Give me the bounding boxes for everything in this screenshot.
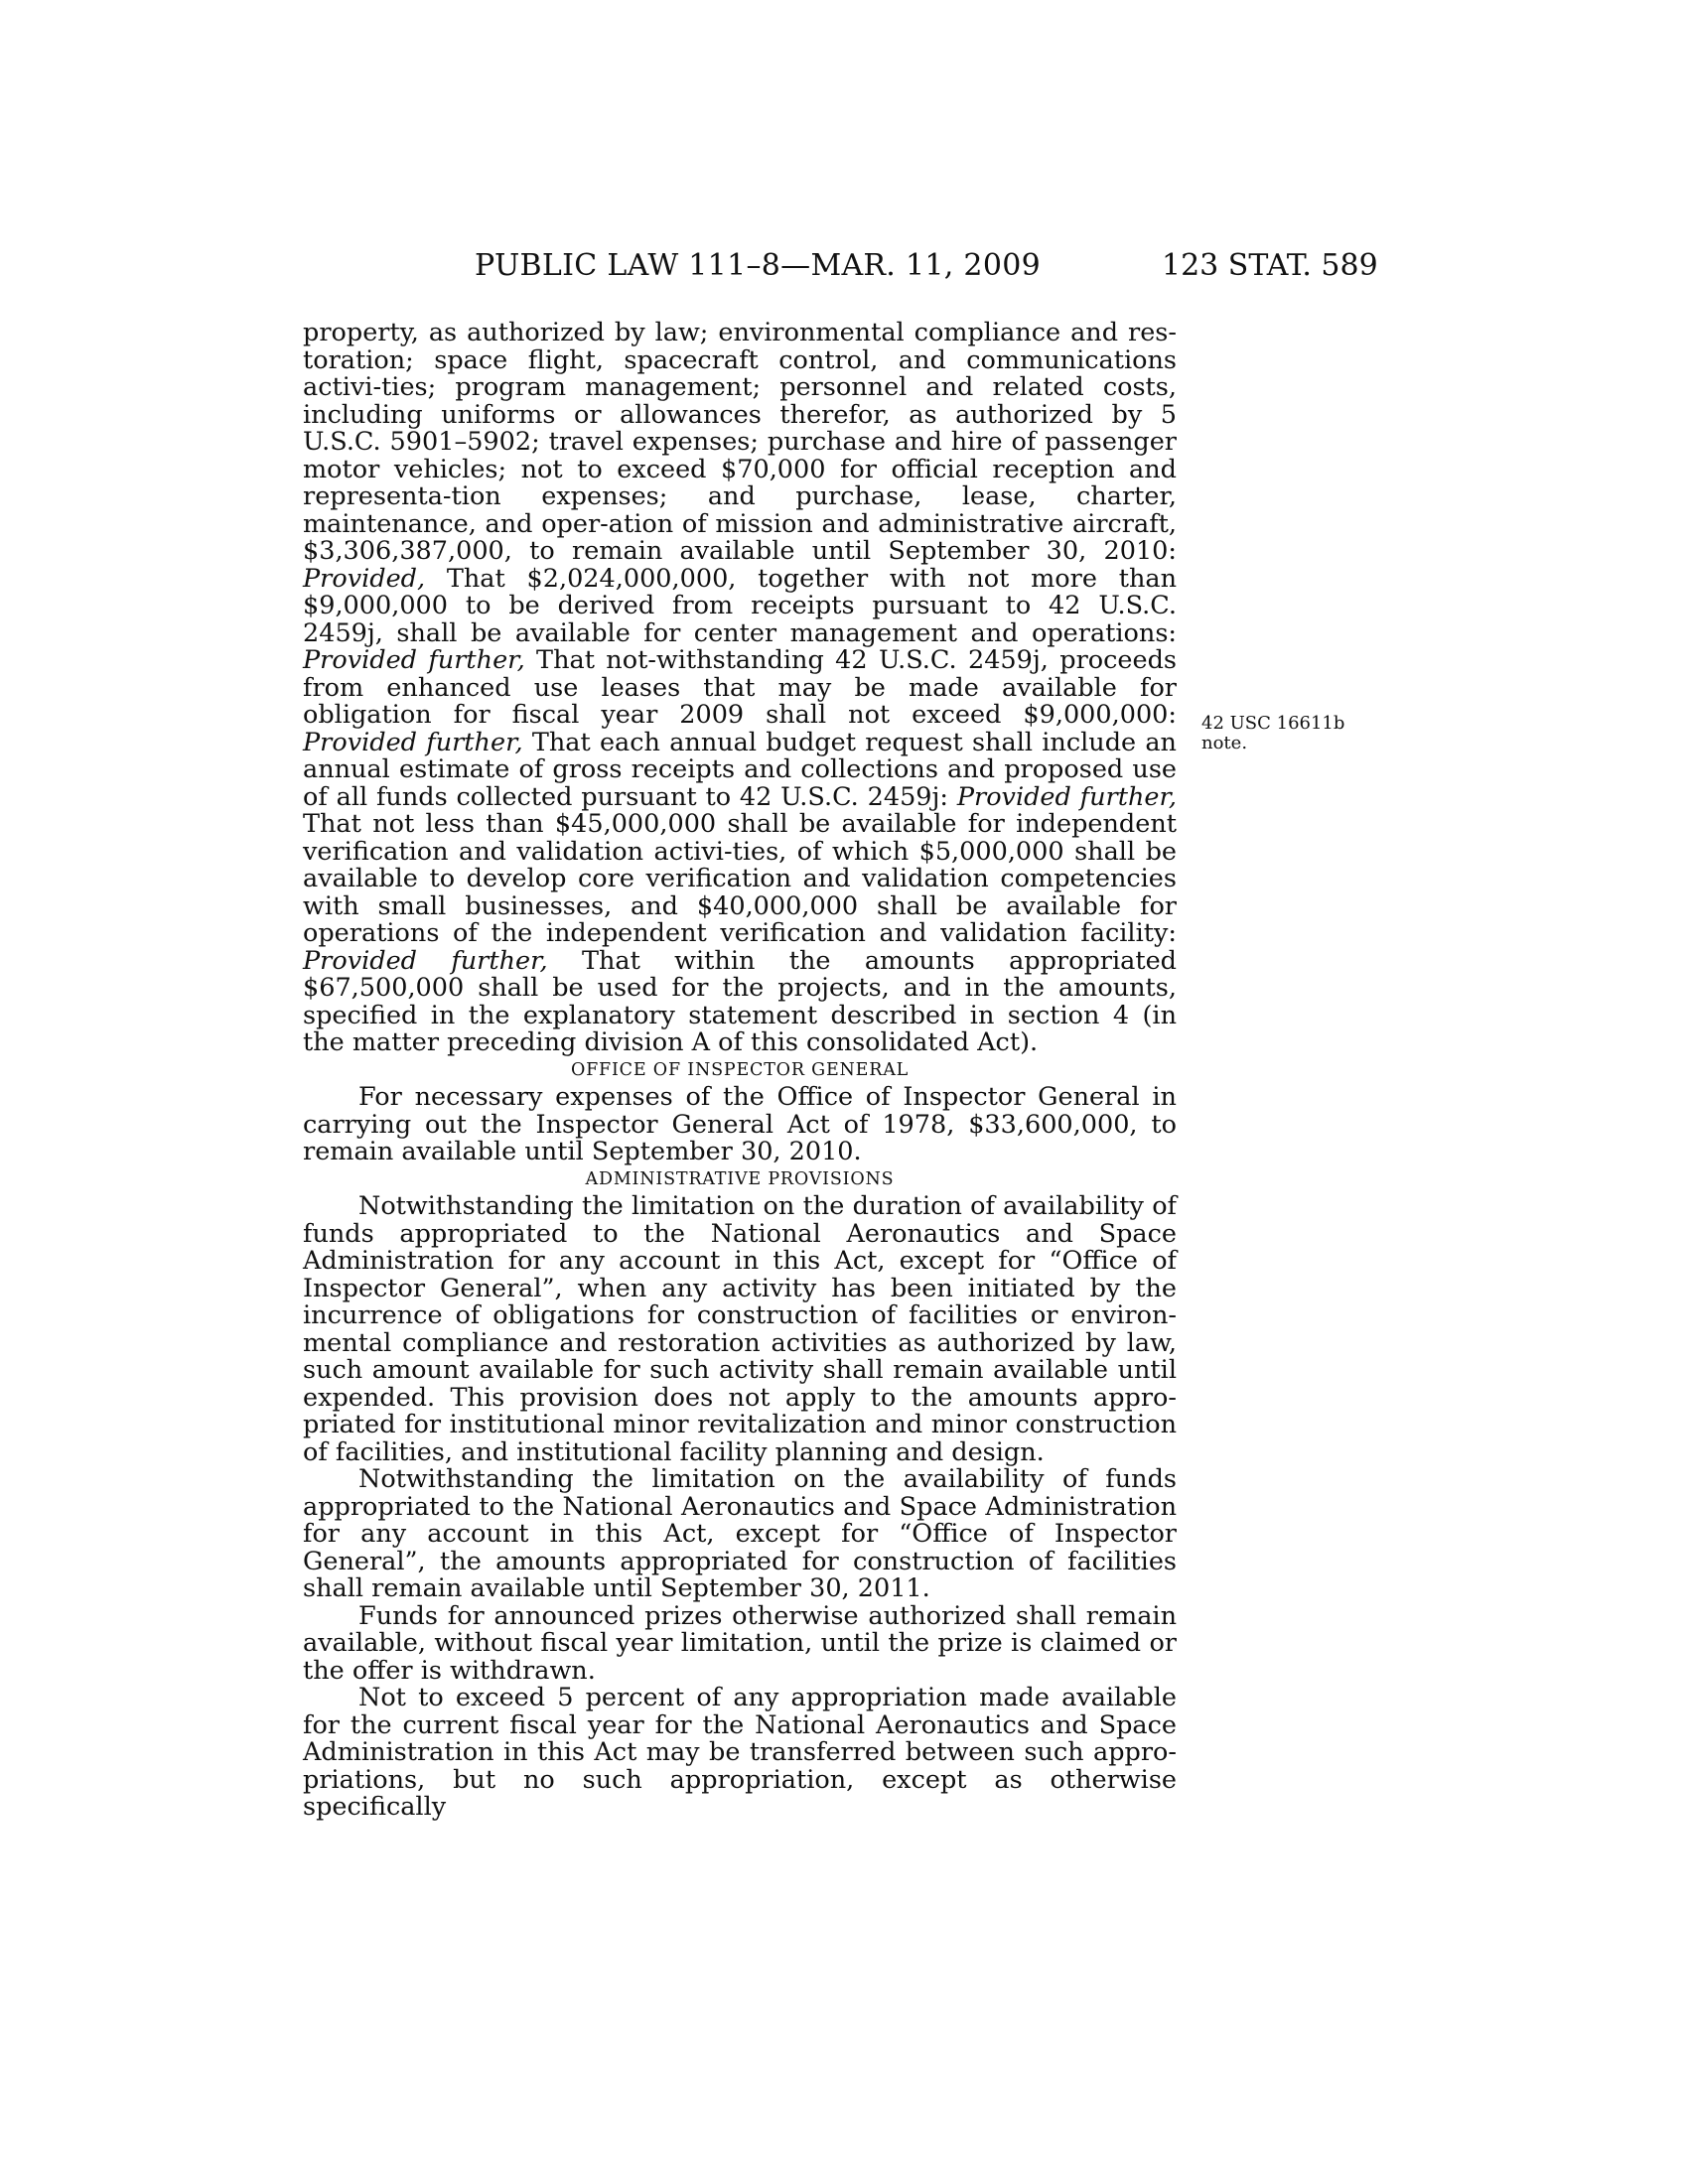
admin-paragraph-1: Notwithstanding the limitation on the duration of availability of funds appropriated to the National Aeronautics and Space Administration for any account in this Act, except for “Office of Inspector General”, when any activity has been initiated by the incurrence of obligations for construction of facilities or environ-mental compliance and restoration activities as authorized by law, such amount available for such activity shall remain available until expended. This provision does not apply to the amounts appro-priated for institutional minor revitalization and minor construction of facilities, and institutional facility planning and design. (303, 1191, 1177, 1467)
para1-text-a: property, as authorized by law; environmental compliance and res-toration; space flight, spacecraft control, and communications activi-ties; program management; personnel and related costs, including uniforms or allowances therefor, as authorized by 5 U.S.C. 5901–5902; travel expenses; purchase and hire of passenger motor vehicles; not to exceed $70,000 for official reception and representa-tion expenses; and purchase, lease, charter, maintenance, and oper-ation of mission and administrative aircraft, $3,306,387,000, to remain available until September 30, 2010: (303, 318, 1177, 566)
running-head-title: PUBLIC LAW 111–8—MAR. 11, 2009 (475, 248, 1041, 283)
para1-text-b: That $2,024,000,000, together with not more than $9,000,000 to be derived from receipts pursuant to 42 U.S.C. 2459j, shall be available for center management and operations: (303, 563, 1177, 648)
page-stat-number: 123 STAT. 589 (1162, 248, 1378, 283)
para1-text-c: That not-withstanding 42 U.S.C. 2459j, proceeds from enhanced use leases that may be made available for obligation for fiscal year 2009 shall not exceed $9,000,000: (303, 645, 1177, 730)
margin-note-citation: 42 USC 16611b (1201, 713, 1345, 734)
para1-text-f: That within the amounts appropriated $67,500,000 shall be used for the projects, and in the amounts, specified in the explanatory statement described in section 4 (in the matter preceding division A of this consolidated Act). (303, 945, 1177, 1057)
heading-office-of-inspector-general: OFFICE OF INSPECTOR GENERAL (570, 1059, 910, 1080)
margin-note-label: note. (1201, 733, 1248, 753)
admin-paragraph-3: Funds for announced prizes otherwise authorized shall remain available, without fiscal year limitation, until the prize is claimed or the offer is withdrawn. (303, 1600, 1177, 1686)
continued-paragraph (303, 320, 1177, 1057)
oig-paragraph: For necessary expenses of the Office of Inspector General in carrying out the Inspector General Act of 1978, $33,600,000, to remain available until September 30, 2010. (303, 1082, 1177, 1166)
para1-text-d: That each annual budget request shall include an annual estimate of gross receipts and collections and proposed use of all funds collected pursuant to 42 U.S.C. 2459j: (303, 727, 1177, 812)
page-header (0, 248, 1688, 288)
proviso-2: Provided further, (303, 645, 525, 675)
margin-citation-note (1201, 714, 1360, 753)
admin-paragraph-4: Not to exceed 5 percent of any appropriation made available for the current fiscal year for the National Aeronautics and Space Administration in this Act may be transferred between such appro-priations, but no such appropriation, except as otherwise specifically (303, 1683, 1177, 1822)
admin-paragraph-2: Notwithstanding the limitation on the availability of funds appropriated to the National Aeronautics and Space Administration for any account in this Act, except for “Office of Inspector General”, the amounts appropriated for construction of facilities shall remain available until September 30, 2011. (303, 1464, 1177, 1603)
para1-text-e: That not less than $45,000,000 shall be available for independent verification and validation activi-ties, of which $5,000,000 shall be available to develop core verification and validation competencies with small businesses, and $40,000,000 shall be available for operations of the independent verification and validation facility: (303, 809, 1177, 948)
body-text (303, 320, 1177, 1822)
proviso-3: Provided further, (303, 727, 523, 757)
proviso-5: Provided further, (303, 945, 548, 976)
heading-administrative-provisions: ADMINISTRATIVE PROVISIONS (585, 1168, 895, 1189)
proviso-4: Provided further, (956, 781, 1177, 812)
proviso-1: Provided, (303, 563, 426, 594)
